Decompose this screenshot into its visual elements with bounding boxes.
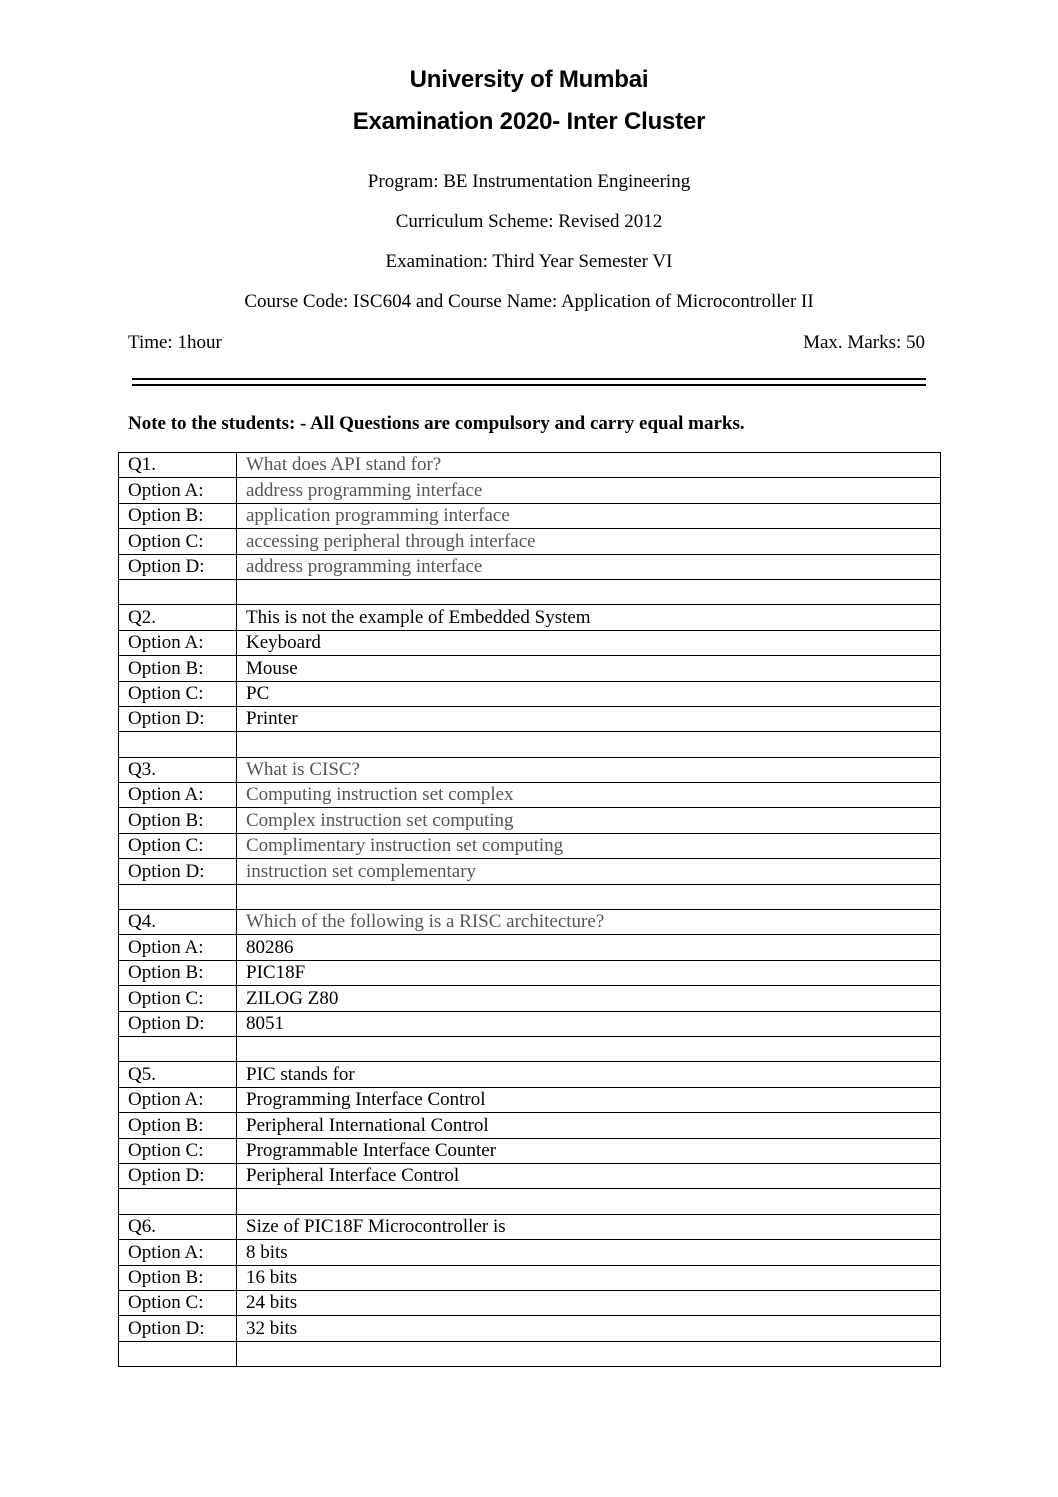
spacer-cell [119,732,237,757]
option-label: Option A: [119,935,237,960]
spacer-row [119,1036,941,1061]
option-row [119,1265,941,1290]
question-label: Q4. [119,910,237,935]
option-text: Programming Interface Control [237,1087,941,1112]
option-text: application programming interface [237,503,941,528]
option-label: Option A: [119,1240,237,1265]
option-label: Option B: [119,960,237,985]
option-row [119,859,941,884]
divider-rule [132,384,926,386]
question-text: What is CISC? [237,757,941,782]
option-row [119,1316,941,1341]
question-row [119,605,941,630]
question-label: Q1. [119,453,237,478]
option-text: 8 bits [237,1240,941,1265]
option-row [119,783,941,808]
option-label: Option C: [119,681,237,706]
option-row [119,1011,941,1036]
option-row [119,1087,941,1112]
option-row [119,960,941,985]
option-label: Option A: [119,783,237,808]
max-marks-line: Max. Marks: 50 [803,332,925,353]
spacer-cell [119,1036,237,1061]
question-row [119,1062,941,1087]
option-row [119,1138,941,1163]
question-text: PIC stands for [237,1062,941,1087]
option-label: Option D: [119,1163,237,1188]
spacer-cell [237,884,941,909]
spacer-cell [237,732,941,757]
option-text: Mouse [237,656,941,681]
option-label: Option C: [119,986,237,1011]
option-text: accessing peripheral through interface [237,529,941,554]
option-row [119,630,941,655]
option-text: address programming interface [237,478,941,503]
exam-title: Examination 2020- Inter Cluster [352,108,706,135]
spacer-row [119,1189,941,1214]
option-text: 80286 [237,935,941,960]
option-label: Option B: [119,503,237,528]
option-text: address programming interface [237,554,941,579]
option-text: Programmable Interface Counter [237,1138,941,1163]
option-text: Keyboard [237,630,941,655]
spacer-row [119,884,941,909]
option-label: Option B: [119,656,237,681]
scheme-line: Curriculum Scheme: Revised 2012 [395,211,663,232]
option-label: Option C: [119,1290,237,1315]
examination-line: Examination: Third Year Semester VI [385,251,673,272]
option-row [119,833,941,858]
option-row [119,1290,941,1315]
spacer-cell [237,1189,941,1214]
question-text: What does API stand for? [237,453,941,478]
option-label: Option A: [119,1087,237,1112]
spacer-row [119,1341,941,1366]
option-label: Option A: [119,478,237,503]
option-text: Complimentary instruction set computing [237,833,941,858]
spacer-cell [119,579,237,604]
option-label: Option C: [119,1138,237,1163]
option-text: Peripheral Interface Control [237,1163,941,1188]
question-row [119,757,941,782]
option-row [119,1240,941,1265]
spacer-cell [119,884,237,909]
question-label: Q5. [119,1062,237,1087]
option-text: Peripheral International Control [237,1113,941,1138]
option-text: PC [237,681,941,706]
question-label: Q3. [119,757,237,782]
spacer-cell [237,579,941,604]
option-text: 16 bits [237,1265,941,1290]
question-label: Q6. [119,1214,237,1239]
option-text: 8051 [237,1011,941,1036]
university-title: University of Mumbai [409,66,649,93]
question-text: Which of the following is a RISC architecture? [237,910,941,935]
time-line: Time: 1hour [128,332,222,353]
question-text: Size of PIC18F Microcontroller is [237,1214,941,1239]
question-row [119,453,941,478]
option-label: Option D: [119,1316,237,1341]
option-label: Option D: [119,706,237,731]
option-text: PIC18F [237,960,941,985]
question-row [119,1214,941,1239]
option-label: Option A: [119,630,237,655]
option-row [119,706,941,731]
option-row [119,1163,941,1188]
option-text: 32 bits [237,1316,941,1341]
option-label: Option B: [119,808,237,833]
option-row [119,656,941,681]
question-label: Q2. [119,605,237,630]
option-text: ZILOG Z80 [237,986,941,1011]
option-row [119,554,941,579]
option-label: Option B: [119,1113,237,1138]
program-line: Program: BE Instrumentation Engineering [367,171,691,192]
option-label: Option D: [119,554,237,579]
spacer-cell [237,1341,941,1366]
spacer-row [119,732,941,757]
option-label: Option D: [119,859,237,884]
spacer-cell [237,1036,941,1061]
option-text: Computing instruction set complex [237,783,941,808]
option-row [119,529,941,554]
option-text: Printer [237,706,941,731]
option-row [119,681,941,706]
divider-rule [132,378,926,380]
option-text: instruction set complementary [237,859,941,884]
option-row [119,935,941,960]
option-row [119,503,941,528]
option-row [119,478,941,503]
option-text: Complex instruction set computing [237,808,941,833]
spacer-row [119,579,941,604]
option-row [119,808,941,833]
spacer-cell [119,1341,237,1366]
option-row [119,986,941,1011]
option-label: Option C: [119,529,237,554]
option-row [119,1113,941,1138]
course-line: Course Code: ISC604 and Course Name: Application of Microcontroller II [244,291,814,312]
spacer-cell [119,1189,237,1214]
question-text: This is not the example of Embedded System [237,605,941,630]
option-label: Option B: [119,1265,237,1290]
option-text: 24 bits [237,1290,941,1315]
question-row [119,910,941,935]
option-label: Option D: [119,1011,237,1036]
questions-table [118,452,941,1367]
option-label: Option C: [119,833,237,858]
students-note: Note to the students: - All Questions are compulsory and carry equal marks. [128,413,745,434]
